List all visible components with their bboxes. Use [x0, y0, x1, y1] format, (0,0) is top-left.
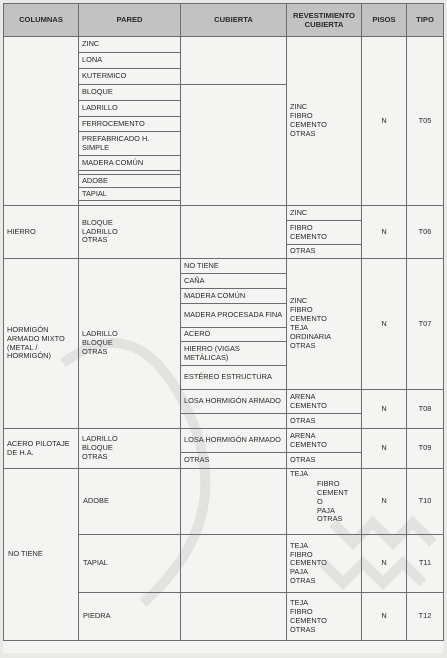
cubierta-cell: NO TIENE — [181, 259, 287, 274]
cubierta-cell: CAÑA — [181, 274, 287, 289]
header-revestimiento: REVESTIMIENTO CUBIERTA — [287, 4, 362, 37]
pared-cell: TAPIAL — [79, 188, 181, 201]
cubierta-empty — [181, 593, 287, 641]
tipo-cell: T11 — [407, 535, 444, 593]
tipo-cell: T10 — [407, 469, 444, 535]
tipo-cell: T08 — [407, 390, 444, 429]
header-tipo: TIPO — [407, 4, 444, 37]
document-page — [3, 3, 443, 653]
tipo-cell: T07 — [407, 259, 444, 390]
pared-cell: PIEDRA — [79, 593, 181, 641]
pisos-cell: N — [362, 593, 407, 641]
cubierta-empty — [181, 206, 287, 259]
table-row — [4, 206, 444, 221]
columna-empty — [4, 37, 79, 206]
table-row — [4, 37, 444, 53]
columna-cell: HORMIGÓN ARMADO MIXTO (METAL / HORMIGÓN) — [4, 259, 79, 429]
pisos-cell: N — [362, 206, 407, 259]
columna-cell: ACERO PILOTAJE DE H.A. — [4, 429, 79, 469]
pisos-cell: N — [362, 429, 407, 469]
revestimiento-cell: ZINC FIBRO CEMENTO TEJA ORDINARIA OTRAS — [287, 259, 362, 390]
cubierta-empty — [181, 414, 287, 429]
cubierta-empty — [181, 37, 287, 85]
revestimiento-cell: OTRAS — [287, 453, 362, 469]
cubierta-empty — [181, 469, 287, 535]
cubierta-cell: LOSA HORMIGÓN ARMADO — [181, 429, 287, 453]
cubierta-cell: HIERRO (VIGAS METÁLICAS) — [181, 342, 287, 366]
tipo-cell: T05 — [407, 37, 444, 206]
revestimiento-cell: TEJA FIBRO CEMENTO OTRAS — [287, 593, 362, 641]
pared-cell: FERROCEMENTO — [79, 117, 181, 132]
header-row — [4, 4, 444, 37]
construction-types-table — [3, 3, 444, 641]
cubierta-empty — [181, 535, 287, 593]
columna-cell: NO TIENE — [4, 469, 79, 641]
pisos-cell: N — [362, 37, 407, 206]
revestimiento-cell: OTRAS — [287, 245, 362, 259]
tipo-cell: T06 — [407, 206, 444, 259]
pared-cell: PREFABRICADO H. SIMPLE — [79, 132, 181, 156]
revestimiento-cell: FIBRO CEMENTO — [287, 221, 362, 245]
cubierta-cell: OTRAS — [181, 453, 287, 469]
pared-cell: BLOQUE — [79, 85, 181, 101]
columna-cell: HIERRO — [4, 206, 79, 259]
revestimiento-cell: TEJA FIBRO CEMENTO PAJA OTRAS — [287, 535, 362, 593]
pisos-cell: N — [362, 469, 407, 535]
cubierta-empty — [181, 85, 287, 206]
cubierta-cell: ESTÉREO ESTRUCTURA — [181, 366, 287, 390]
cubierta-cell: MADERA PROCESADA FINA — [181, 304, 287, 328]
table-row — [4, 429, 444, 453]
cubierta-cell: ACERO — [181, 328, 287, 342]
pared-cell: TAPIAL — [79, 535, 181, 593]
cubierta-cell: MADERA COMÚN — [181, 289, 287, 304]
pared-cell: LADRILLO BLOQUE OTRAS — [79, 429, 181, 469]
header-pisos: PISOS — [362, 4, 407, 37]
header-columnas: COLUMNAS — [4, 4, 79, 37]
revestimiento-cell: OTRAS — [287, 414, 362, 429]
header-pared: PARED — [79, 4, 181, 37]
pared-cell: ADOBE — [79, 469, 181, 535]
pared-cell: MADERA COMÚN — [79, 156, 181, 171]
tipo-cell: T09 — [407, 429, 444, 469]
revestimiento-cell: ARENA CEMENTO — [287, 390, 362, 414]
revestimiento-cell: ARENA CEMENTO — [287, 429, 362, 453]
pisos-cell: N — [362, 390, 407, 429]
pared-cell: BLOQUE LADRILLO OTRAS — [79, 206, 181, 259]
revestimiento-cell: ZINC — [287, 206, 362, 221]
revestimiento-cell: ZINC FIBRO CEMENTO OTRAS — [287, 37, 362, 206]
pared-cell: ZINC — [79, 37, 181, 53]
revestimiento-cell: TEJA — [287, 469, 362, 479]
tipo-cell: T12 — [407, 593, 444, 641]
pared-cell: LADRILLO — [79, 101, 181, 117]
pared-cell: ADOBE — [79, 175, 181, 188]
pared-cell: LADRILLO BLOQUE OTRAS — [79, 259, 181, 429]
pared-cell: KUTERMICO — [79, 69, 181, 85]
revestimiento-cell: FIBRO CEMENT O PAJA OTRAS — [287, 479, 362, 535]
pisos-cell: N — [362, 535, 407, 593]
header-cubierta: CUBIERTA — [181, 4, 287, 37]
pisos-cell: N — [362, 259, 407, 390]
table-row — [4, 259, 444, 274]
table-row — [4, 469, 444, 479]
pared-cell: LONA — [79, 53, 181, 69]
cubierta-cell: LOSA HORMIGÓN ARMADO — [181, 390, 287, 414]
